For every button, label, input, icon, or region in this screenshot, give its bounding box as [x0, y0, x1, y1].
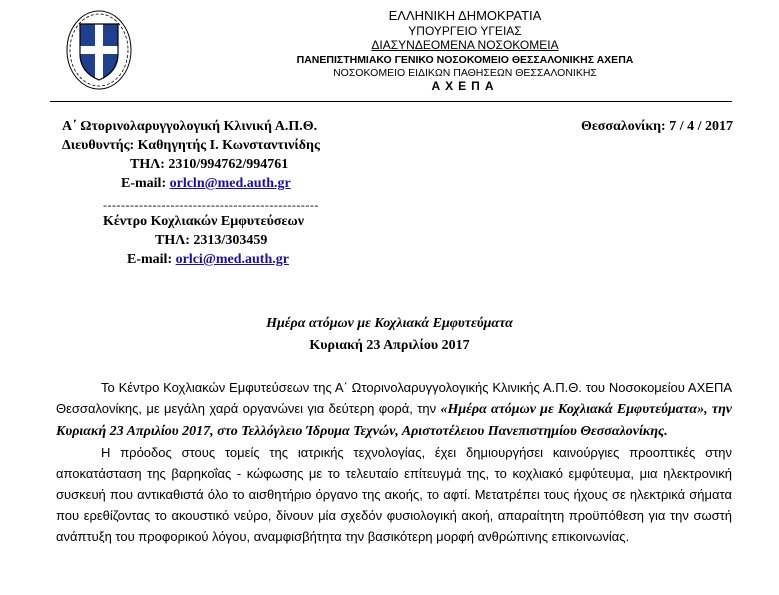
- paragraph-1-emphasis: «Ημέρα ατόμων με Κοχλιακά Εμφυτεύματα», την Κυριακή 23 Απριλίου 2017, στο Τελλόγλειο Ίδρυμα Τεχνών, Αριστοτέλειου Πανεπιστημίου Θεσσαλονίκης.: [56, 402, 732, 439]
- header-special-hospital: ΝΟΣΟΚΟΜΕΙΟ ΕΙΔΙΚΩΝ ΠΑΘΗΣΕΩΝ ΘΕΣΣΑΛΟΝΙΚΗΣ: [333, 67, 597, 79]
- sender-clinic: Α΄ Ωτορινολαρυγγολογική Κλινική Α.Π.Θ.: [62, 119, 318, 134]
- sender-phone: ΤΗΛ: 2310/994762/994761: [130, 157, 289, 172]
- greek-coat-of-arms-icon: [66, 10, 132, 90]
- center-name: Κέντρο Κοχλιακών Εμφυτεύσεων: [103, 214, 304, 229]
- header-ministry: ΥΠΟΥΡΓΕΙΟ ΥΓΕΙΑΣ: [408, 24, 522, 38]
- sender-director: Διευθυντής: Καθηγητής Ι. Κωνσταντινίδης: [62, 138, 320, 153]
- sender-email-line: [121, 175, 291, 193]
- header-acronym: ΑΧΕΠΑ: [431, 79, 499, 93]
- event-title: Ημέρα ατόμων με Κοχλιακά Εμφυτεύματα: [266, 316, 513, 331]
- sender-email-link[interactable]: orlcln@med.auth.gr: [169, 176, 291, 191]
- event-date: Κυριακή 23 Απριλίου 2017: [309, 338, 470, 353]
- sender-email-label: E-mail:: [121, 176, 170, 191]
- center-email-link[interactable]: orlci@med.auth.gr: [175, 252, 289, 267]
- document-date: Θεσσαλονίκη: 7 / 4 / 2017: [580, 119, 733, 134]
- paragraph-1-text: Το Κέντρο Κοχλιακών Εμφυτεύσεων της Α΄ Ωτορινολαρυγγολογικής Κλινικής Α.Π.Θ. του Νοσοκομείου ΑΧΕΠΑ Θεσσαλονίκης, με μεγάλη χαρά οργανώνει για δεύτερη φορά, την: [56, 380, 732, 416]
- header-divider: [50, 101, 732, 102]
- paragraph-1: [56, 377, 732, 442]
- header-country: ΕΛΛΗΝΙΚΗ ΔΗΜΟΚΡΑΤΙΑ: [388, 8, 542, 23]
- sender-separator: ------------------------------------------------: [103, 198, 319, 212]
- center-email-line: [127, 251, 289, 269]
- center-email-label: E-mail:: [127, 252, 176, 267]
- paragraph-2: Η πρόοδος στους τομείς της ιατρικής τεχνολογίας, έχει δημιουργήσει καινούργιες προοπτικές στην αποκατάσταση της βαρηκοΐας - κώφωσης με το τελευταίο επίτευγμά της, το κοχλιακό εμφύτευμα, μια ηλεκτρονική συσκευή που αντικαθιστά όλο το αισθητήριο όργανο της ακοής, το αφτί. Μετατρέπει τους ήχους σε ηλεκτρικά σήματα που ερεθίζοντας το ακουστικό νεύρο, δίνουν μία σχεδόν φυσιολογική ακοή, απαραίτητη προϋπόθεση για την σωστή ανάπτυξη του προφορικού λόγου, αναμφισβήτητα την βασικότερη μορφή ανθρώπινης επικοινωνίας.: [56, 445, 732, 544]
- header-linked-hospitals: ΔΙΑΣΥΝΔΕΟΜΕΝΑ ΝΟΣΟΚΟΜΕΙΑ: [371, 38, 559, 52]
- letter-body: [56, 377, 732, 547]
- header-university-hospital: ΠΑΝΕΠΙΣΤΗΜΙΑΚΟ ΓΕΝΙΚΟ ΝΟΣΟΚΟΜΕΙΟ ΘΕΣΣΑΛΟΝΙΚΗΣ ΑΧΕΠΑ: [296, 54, 634, 66]
- center-phone: ΤΗΛ: 2313/303459: [155, 233, 268, 248]
